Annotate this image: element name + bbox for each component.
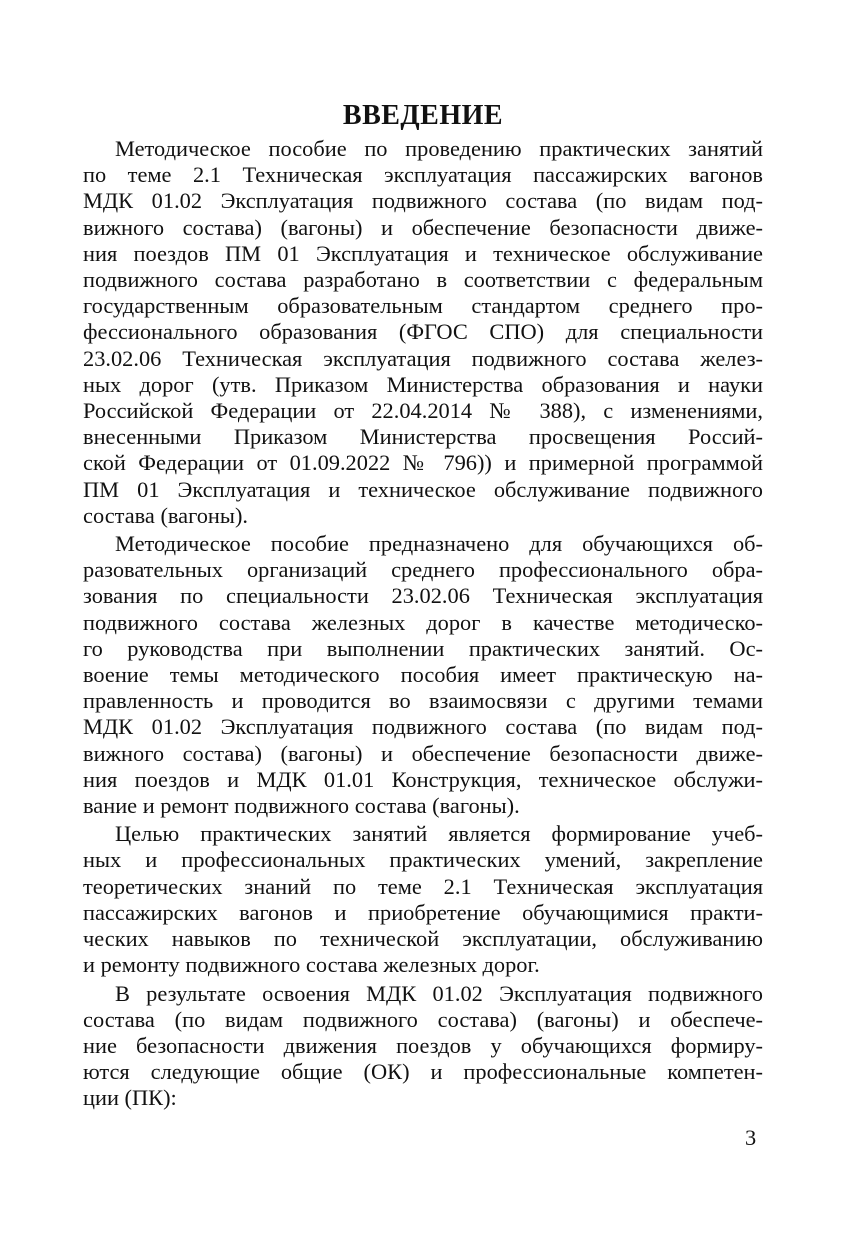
text-line: Российской Федерации от 22.04.2014 № 388), с изменениями, [83,398,763,424]
paragraph-4 [83,981,763,1112]
text-line: фессионального образования (ФГОС СПО) для специальности [83,319,763,345]
text-line: ния поездов и МДК 01.01 Конструкция, техническое обслужи- [83,766,763,792]
text-line: ческих навыков по технической эксплуатации, обслуживанию [83,926,763,952]
paragraph-3 [83,821,763,978]
text-line: и ремонту подвижного состава железных дорог. [83,952,540,978]
page-number: 3 [745,1125,757,1150]
text-line: состава (по видам подвижного состава) (вагоны) и обеспече- [83,1006,763,1032]
document-page [83,96,763,1114]
text-line: государственным образовательным стандартом среднего про- [83,293,763,319]
text-line: воение темы методического пособия имеет практическую на- [83,662,763,688]
text-line: ПМ 01 Эксплуатация и техническое обслуживание подвижного [83,476,763,502]
text-line: по теме 2.1 Техническая эксплуатация пассажирских вагонов [83,162,763,188]
text-line: Методическое пособие по проведению практических занятий [115,136,763,161]
text-line: теоретических знаний по теме 2.1 Техническая эксплуатация [83,873,763,899]
page-title: ВВЕДЕНИЕ [342,100,504,131]
text-line: правленность и проводится во взаимосвязи с другими темами [83,688,763,714]
text-line: ных и профессиональных практических умений, закрепление [83,847,763,873]
text-line: пассажирских вагонов и приобретение обучающимися практи- [83,899,763,925]
text-line: го руководства при выполнении практических занятий. Ос- [83,635,763,661]
text-line: состава (вагоны). [83,502,249,528]
text-line: ской Федерации от 01.09.2022 № 796)) и примерной программой [83,450,763,476]
text-line: подвижного состава железных дорог в качестве методическо- [83,609,763,635]
text-line: МДК 01.02 Эксплуатация подвижного состава (по видам под- [83,188,763,214]
text-line: В результате освоения МДК 01.02 Эксплуатация подвижного [115,980,763,1006]
text-line: вижного состава) (вагоны) и обеспечение безопасности движе- [83,740,763,766]
text-line: зования по специальности 23.02.06 Техническая эксплуатация [83,583,763,609]
text-line: МДК 01.02 Эксплуатация подвижного состава (по видам под- [83,714,763,740]
text-line: подвижного состава разработано в соответствии с федеральным [83,267,763,293]
text-line: вижного состава) (вагоны) и обеспечение безопасности движе- [83,214,763,240]
text-line: вание и ремонт подвижного состава (вагоны). [83,793,520,819]
document-body [83,136,763,1112]
paragraph-1 [83,136,763,529]
text-line: ции (ПК): [83,1085,177,1111]
text-line: Методическое пособие предназначено для обучающихся об- [115,531,763,557]
text-line: ние безопасности движения поездов у обучающихся формиру- [83,1032,763,1058]
text-line: Целью практических занятий является формирование учеб- [115,821,763,847]
text-line: 23.02.06 Техническая эксплуатация подвижного состава желез- [83,345,763,371]
text-line: внесенными Приказом Министерства просвещения Россий- [83,424,763,450]
text-line: ются следующие общие (ОК) и профессиональные компетен- [83,1059,763,1085]
text-line: разовательных организаций среднего профессионального обра- [83,557,763,583]
text-line: ных дорог (утв. Приказом Министерства образования и науки [83,371,763,397]
paragraph-2 [83,531,763,819]
text-line: ния поездов ПМ 01 Эксплуатация и техническое обслуживание [83,240,763,266]
